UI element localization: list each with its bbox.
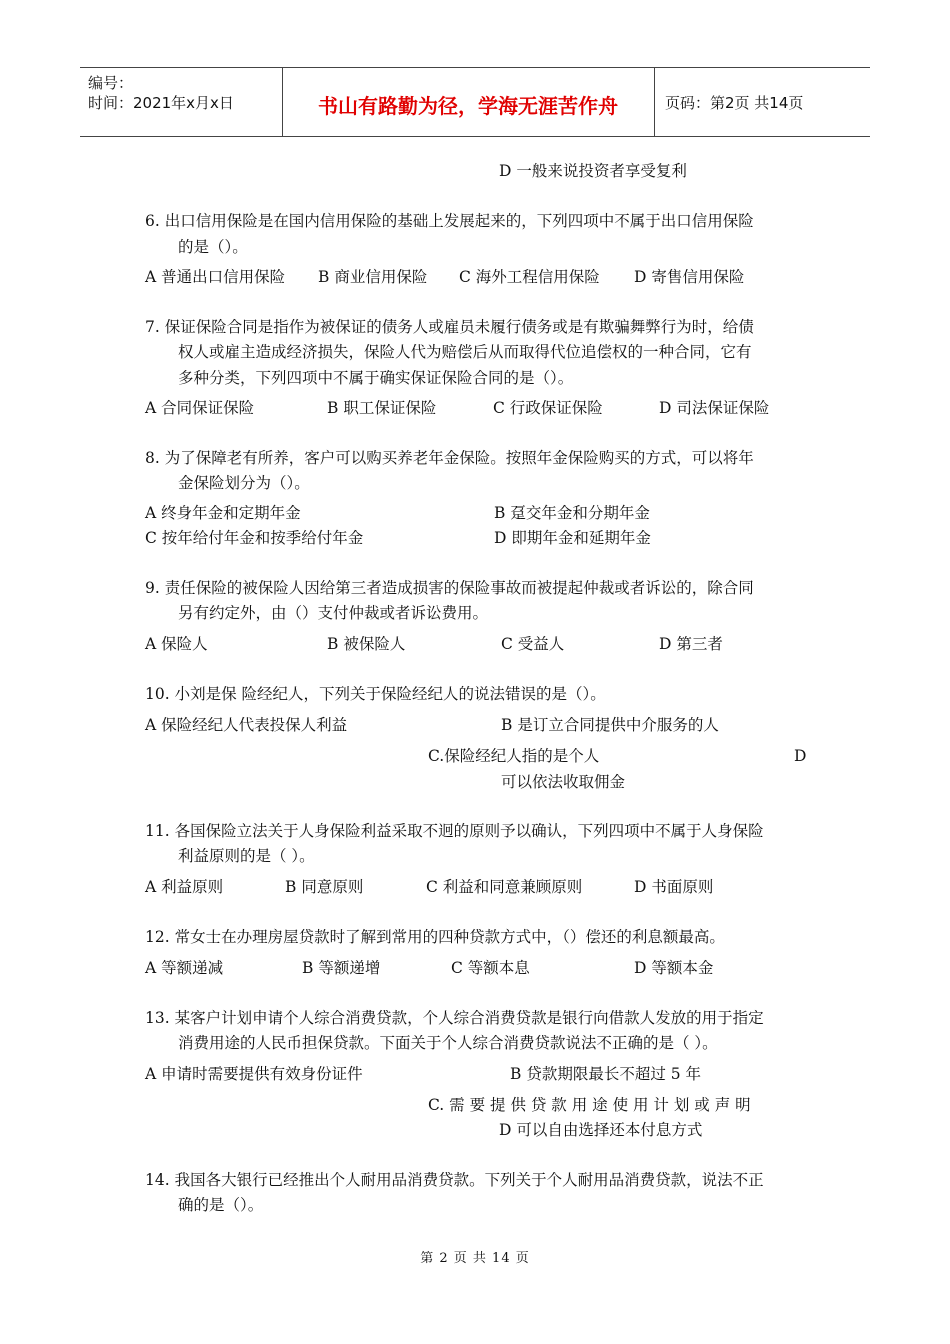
option-text: D 一般来说投资者享受复利 <box>499 162 687 180</box>
option-text: A 保险经纪人代表投保人利益 <box>145 716 348 734</box>
option-text: 可以依法收取佣金 <box>501 773 626 791</box>
motto: 书山有路勤为径，学海无涯苦作舟 <box>318 94 618 118</box>
option-text: C 海外工程信用保险 <box>459 268 600 286</box>
question-text: 9. 责任保险的被保险人因给第三者造成损害的保险事故而被提起仲裁或者诉讼的，除合同 <box>145 579 754 597</box>
option-text: A 普通出口信用保险 <box>145 268 286 286</box>
question-text: 消费用途的人民币担保贷款。下面关于个人综合消费贷款说法不正确的是（ ）。 <box>178 1034 718 1052</box>
option-text: A 保险人 <box>145 635 208 653</box>
header-meta <box>80 68 283 136</box>
question-text: 14. 我国各大银行已经推出个人耐用品消费贷款。下列关于个人耐用品消费贷款，说法不正 <box>145 1171 764 1189</box>
option-text: B 被保险人 <box>327 635 406 653</box>
option-text: D 即期年金和延期年金 <box>494 529 651 547</box>
option-text: D 等额本金 <box>634 959 714 977</box>
question-text: 另有约定外，由（）支付仲裁或者诉讼费用。 <box>178 604 489 622</box>
serial-label: 编号： <box>88 74 134 92</box>
option-text: D 可以自由选择还本付息方式 <box>499 1121 703 1139</box>
option-text: A 终身年金和定期年金 <box>145 504 301 522</box>
question-text: 12. 常女士在办理房屋贷款时了解到常用的四种贷款方式中，（）偿还的利息额最高。 <box>145 928 725 946</box>
option-text: D 司法保证保险 <box>659 399 770 417</box>
question-text: 7. 保证保险合同是指作为被保证的债务人或雇员未履行债务或是有欺骗舞弊行为时，给债 <box>145 318 754 336</box>
option-text: B 贷款期限最长不超过 5 年 <box>510 1065 702 1083</box>
option-text: C 等额本息 <box>451 959 530 977</box>
option-text: C. 需 要 提 供 贷 款 用 途 使 用 计 划 或 声 明 <box>428 1096 751 1114</box>
option-text: B 是订立合同提供中介服务的人 <box>501 716 719 734</box>
question-text: 6. 出口信用保险是在国内信用保险的基础上发展起来的，下列四项中不属于出口信用保险 <box>145 212 754 230</box>
question-text: 11. 各国保险立法关于人身保险利益采取不迥的原则予以确认，下列四项中不属于人身保险 <box>145 822 764 840</box>
option-text: C.保险经纪人指的是个人 <box>428 747 600 765</box>
option-text: D 书面原则 <box>634 878 714 896</box>
question-text: 的是（）。 <box>178 238 248 256</box>
page-footer: 第 2 页 共 14 页 <box>420 1251 530 1266</box>
option-text: C 受益人 <box>501 635 565 653</box>
option-text: B 同意原则 <box>285 878 364 896</box>
question-text: 8. 为了保障老有所养，客户可以购买养老年金保险。按照年金保险购买的方式，可以将年 <box>145 449 754 467</box>
question-text: 13. 某客户计划申请个人综合消费贷款，个人综合消费贷款是银行向借款人发放的用于指定 <box>145 1009 764 1027</box>
question-text: 权人或雇主造成经济损失，保险人代为赔偿后从而取得代位追偿权的一种合同，它有 <box>178 343 752 361</box>
header-motto-cell <box>282 68 655 136</box>
option-text: D <box>794 747 807 765</box>
option-text: D 寄售信用保险 <box>634 268 745 286</box>
page-info: 页码：第2页 共14页 <box>665 94 804 112</box>
date-label: 时间：2021年x月x日 <box>88 94 234 112</box>
option-text: C 按年给付年金和按季给付年金 <box>145 529 364 547</box>
header-page-cell <box>655 68 870 136</box>
option-text: B 商业信用保险 <box>318 268 428 286</box>
option-text: D 第三者 <box>659 635 723 653</box>
option-text: A 合同保证保险 <box>145 399 255 417</box>
option-text: A 利益原则 <box>145 878 224 896</box>
option-text: B 等额递增 <box>302 959 381 977</box>
option-text: B 趸交年金和分期年金 <box>494 504 650 522</box>
question-text: 确的是（）。 <box>178 1196 264 1214</box>
option-text: A 申请时需要提供有效身份证件 <box>145 1065 363 1083</box>
question-text: 多种分类，下列四项中不属于确实保证保险合同的是（）。 <box>178 369 574 387</box>
page-header <box>80 67 870 137</box>
option-text: A 等额递减 <box>145 959 224 977</box>
option-text: B 职工保证保险 <box>327 399 437 417</box>
question-text: 金保险划分为（）。 <box>178 474 310 492</box>
option-text: C 行政保证保险 <box>493 399 603 417</box>
option-text: C 利益和同意兼顾原则 <box>426 878 583 896</box>
question-text: 利益原则的是（ ）。 <box>178 847 315 865</box>
question-text: 10. 小刘是保 险经纪人，下列关于保险经纪人的说法错误的是（）。 <box>145 685 606 703</box>
